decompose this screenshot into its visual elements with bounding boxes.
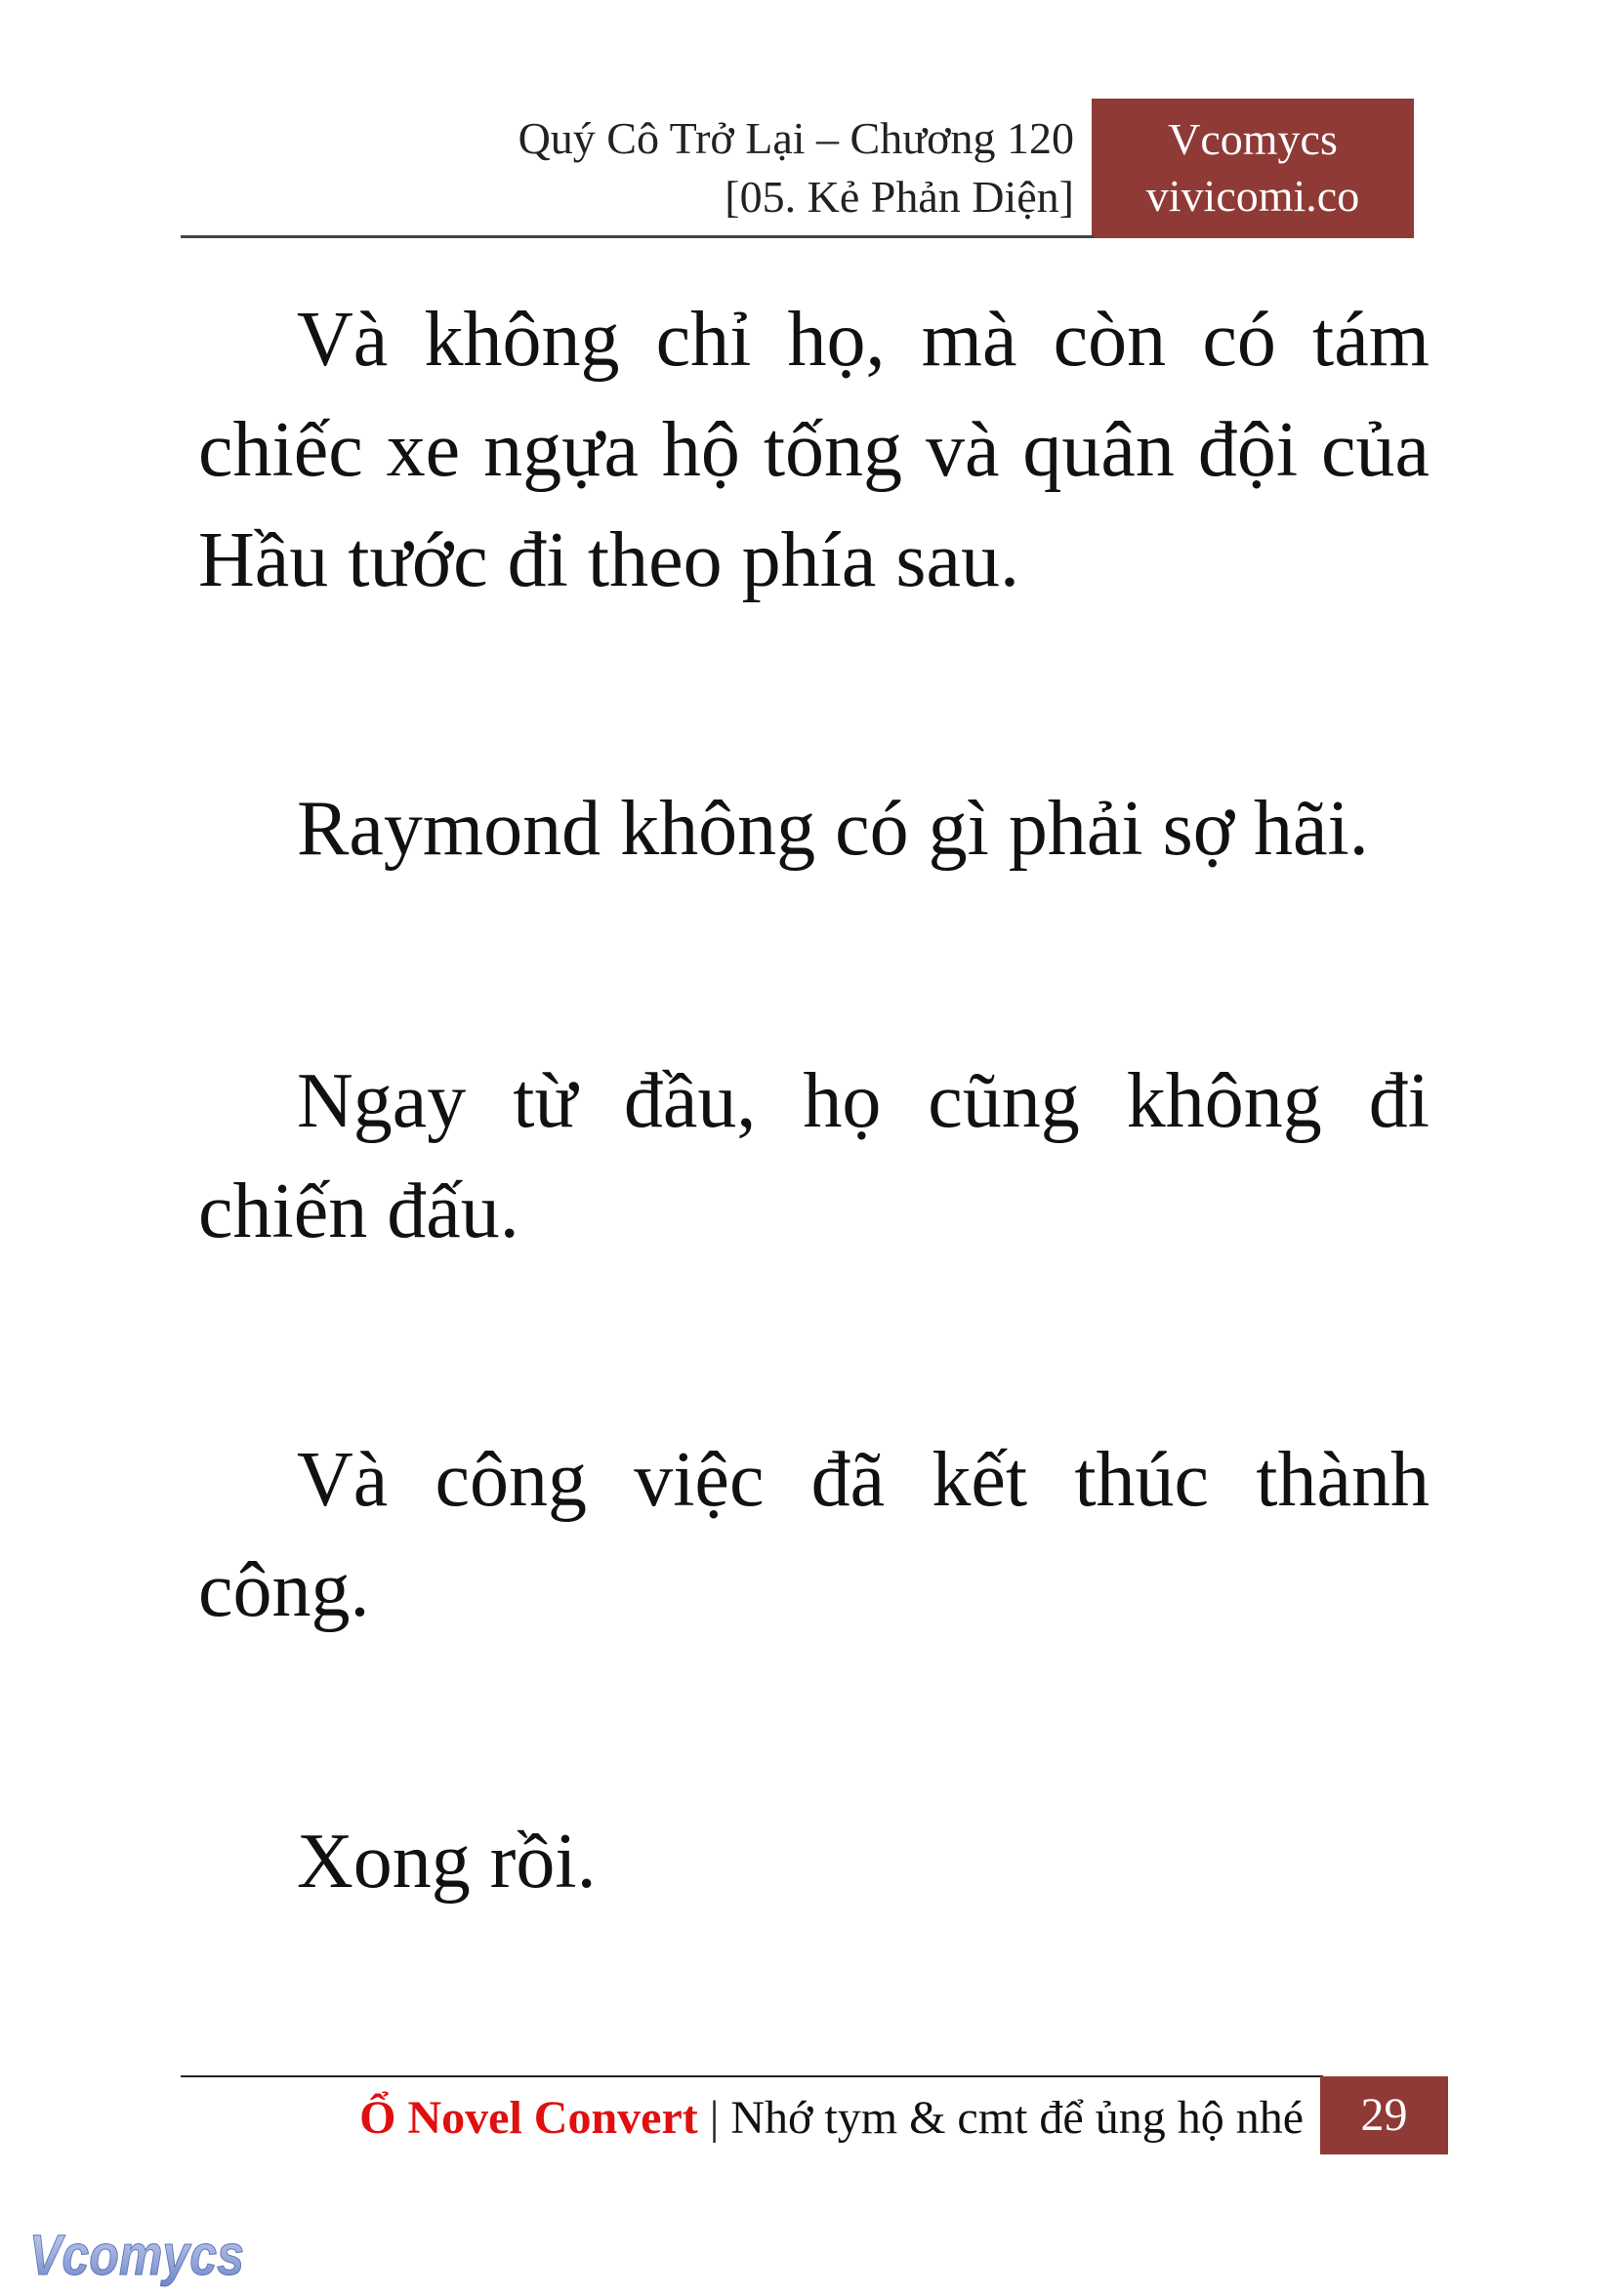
publisher-name: Vcomycs xyxy=(1168,114,1338,164)
vcomycs-logo-watermark xyxy=(27,2218,252,2296)
paragraph: Và công việc đã kết thúc thành công. xyxy=(198,1437,1430,1633)
publisher-site: vivicomi.co xyxy=(1145,171,1360,221)
page-number: 29 xyxy=(1320,2076,1448,2154)
publisher-badge xyxy=(1092,99,1414,238)
chapter-subtitle: [05. Kẻ Phản Diện] xyxy=(725,172,1074,222)
chapter-title: Quý Cô Trở Lại – Chương 120 xyxy=(518,113,1074,163)
footer-separator: | xyxy=(709,2092,720,2144)
footer-message: Nhớ tym & cmt để ủng hộ nhé xyxy=(730,2092,1304,2144)
paragraph: Và không chỉ họ, mà còn có tám chiếc xe ngựa hộ tống và quân đội của Hầu tước đi theo phía sau. xyxy=(198,297,1430,603)
paragraph: Raymond không có gì phải sợ hãi. xyxy=(297,786,1369,872)
paragraph: Ngay từ đầu, họ cũng không đi chiến đấu. xyxy=(198,1058,1430,1254)
header-divider xyxy=(181,235,1094,238)
svg-text:Vcomycs: Vcomycs xyxy=(29,2224,244,2287)
footer-brand: Ổ Novel Convert xyxy=(359,2092,698,2144)
paragraph: Xong rồi. xyxy=(297,1819,597,1905)
chapter-header xyxy=(518,109,1074,226)
footer-text xyxy=(359,2087,1304,2150)
footer-divider xyxy=(181,2075,1323,2077)
